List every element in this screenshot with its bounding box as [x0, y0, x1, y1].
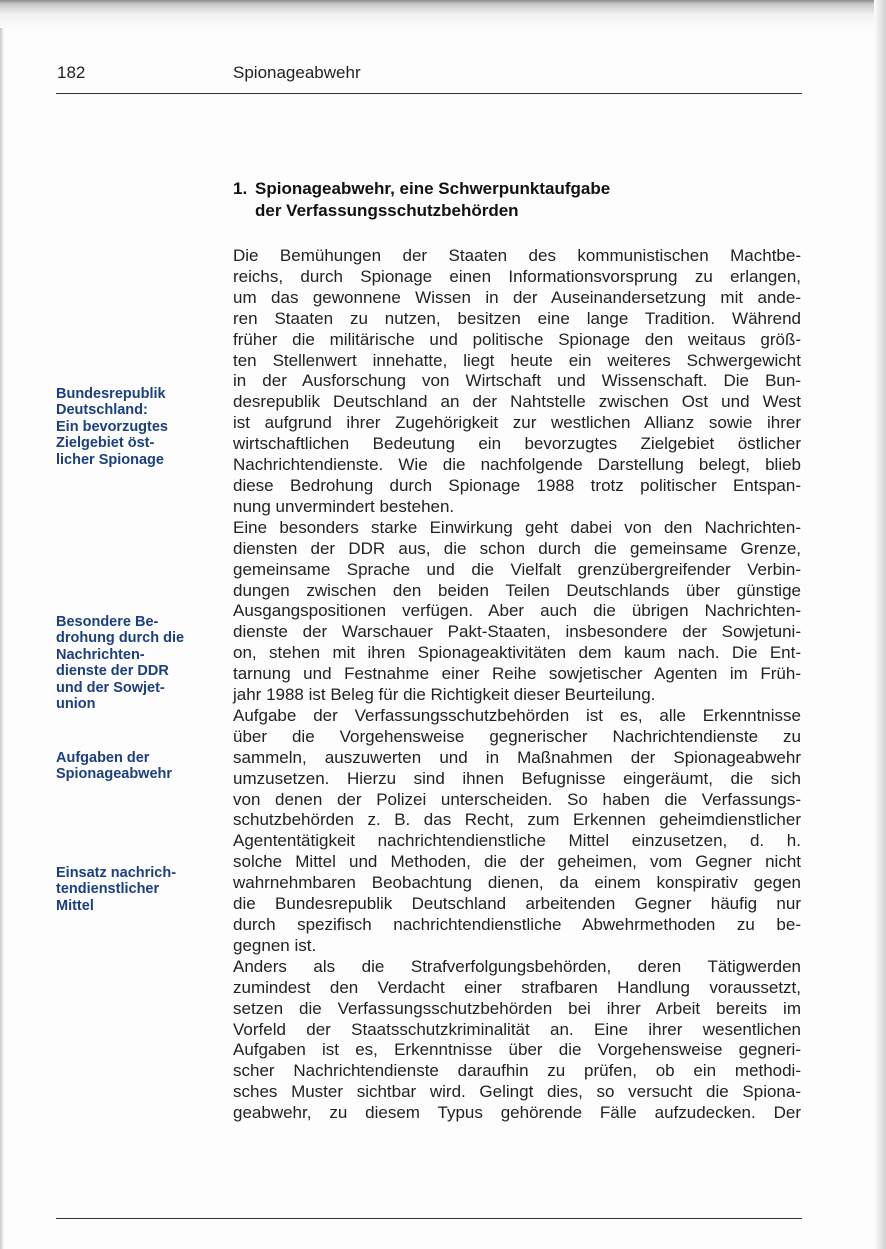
margin-note-line: Besondere Be-: [56, 614, 159, 630]
margin-note-nachrichtendienstliche-mittel: [56, 865, 221, 914]
body-text-line: ten Stellenwert innehatte, liegt heute ein weiteres Schwergewicht: [233, 350, 801, 370]
body-text-line: Aufgabe der Verfassungsschutzbehörden ist es, alle Erkenntnisse: [233, 705, 801, 725]
margin-note-line: Mittel: [56, 897, 94, 914]
body-text-line: desrepublik Deutschland an der Nahtstelle zwischen Ost und West: [233, 392, 801, 412]
body-text-line: wirtschaftlichen Bedeutung ein bevorzugtes Zielgebiet östlicher: [233, 434, 801, 454]
body-text-line: von denen der Polizei unterscheiden. So haben die Verfassungs-: [233, 789, 801, 809]
body-text-line: diensten der DDR aus, die schon durch die gemeinsame Grenze,: [233, 538, 801, 558]
body-text-line: umzusetzen. Hierzu sind ihnen Befugnisse eingeräumt, die sich: [233, 768, 801, 788]
body-text-line: schutzbehörden z. B. das Recht, zum Erkennen geheimdienstlicher: [233, 810, 801, 830]
body-text-line: durch spezifisch nachrichtendienstliche Abwehrmethoden zu be-: [233, 915, 801, 934]
header-rule: [56, 93, 802, 94]
body-text-line: reichs, durch Spionage einen Informationsvorsprung zu erlangen,: [233, 266, 801, 286]
margin-note-line: und der Sowjet-: [56, 679, 165, 696]
margin-note-line: Spionageabwehr: [56, 766, 173, 783]
body-text-line: Aufgaben ist es, Erkenntnisse über die Vorgehensweise gegneri-: [233, 1040, 801, 1060]
body-text: [233, 246, 801, 1124]
margin-note-line: Bundesrepublik: [56, 386, 166, 402]
body-text-line: zumindest den Verdacht einer strafbaren Handlung voraussetzt,: [233, 977, 801, 997]
margin-note-line: licher Spionage: [56, 451, 164, 468]
body-text-line: die Bundesrepublik Deutschland arbeitenden Gegner häufig nur: [233, 894, 801, 914]
body-text-line: nung unvermindert bestehen.: [233, 496, 455, 516]
margin-note-line: Einsatz nachrich-: [56, 865, 177, 881]
scan-shadow-right: [874, 0, 886, 1249]
body-text-line: jahr 1988 ist Beleg für die Richtigkeit dieser Beurteilung.: [233, 685, 656, 705]
footer-rule: [56, 1218, 802, 1219]
body-text-line: sammeln, auszuwerten und in Maßnahmen der Spionageabwehr: [233, 747, 801, 767]
body-text-line: Eine besonders starke Einwirkung geht dabei von den Nachrichten-: [233, 517, 801, 537]
body-text-line: gegnen ist.: [233, 935, 317, 955]
body-text-line: Vorfeld der Staatsschutzkriminalität an. Eine ihrer wesentlichen: [233, 1019, 801, 1039]
margin-note-aufgaben: [56, 750, 221, 783]
body-text-line: Anders als die Strafverfolgungsbehörden, deren Tätigwerden: [233, 956, 801, 976]
page-number: 182: [57, 63, 86, 82]
margin-note-ddr-bedrohung: [56, 614, 221, 712]
section-title-line: der Verfassungsschutzbehörden: [255, 201, 519, 220]
margin-note-line: Zielgebiet öst-: [56, 435, 155, 452]
body-text-line: Die Bemühungen der Staaten des kommunistischen Machtbe-: [233, 246, 801, 265]
body-text-line: geabwehr, zu diesem Typus gehörende Fälle aufzudecken. Der: [233, 1103, 801, 1123]
section-number: 1.: [233, 179, 248, 198]
body-text-line: scher Nachrichtendienste daraufhin zu prüfen, ob ein methodi-: [233, 1061, 801, 1081]
scan-shadow-top: [0, 0, 886, 28]
margin-note-line: Aufgaben der: [56, 750, 150, 766]
body-text-line: um das gewonnene Wissen in der Auseinandersetzung mit ande-: [233, 287, 801, 307]
section-title-line: Spionageabwehr, eine Schwerpunktaufgabe: [255, 179, 611, 198]
margin-note-line: union: [56, 696, 96, 713]
margin-note-zielgebiet: [56, 386, 221, 468]
body-text-line: diese Bedrohung durch Spionage 1988 trotz politischer Entspan-: [233, 475, 801, 495]
margin-note-line: dienste der DDR: [56, 663, 169, 680]
body-text-line: Ausgangspositionen verfügen. Aber auch die übrigen Nachrichten-: [233, 601, 801, 621]
body-text-line: dienste der Warschauer Pakt-Staaten, insbesondere der Sowjetuni-: [233, 622, 801, 642]
body-text-line: Nachrichtendienste. Wie die nachfolgende Darstellung belegt, blieb: [233, 455, 801, 475]
body-text-line: on, stehen mit ihren Spionageaktivitäten dem kaum nach. Die Ent-: [233, 643, 801, 663]
body-text-line: solche Mittel und Methoden, die der geheimen, vom Gegner nicht: [233, 852, 801, 872]
body-text-line: ren Staaten zu nutzen, besitzen eine lange Tradition. Während: [233, 308, 801, 328]
body-text-line: dungen zwischen den beiden Teilen Deutschlands über günstige: [233, 580, 801, 600]
body-text-line: wahrnehmbaren Beobachtung dienen, da einem konspirativ gegen: [233, 873, 801, 893]
body-text-line: tarnung und Festnahme einer Reihe sowjetischer Agenten im Früh-: [233, 664, 801, 684]
body-text-line: sches Muster sichtbar wird. Gelingt dies, so versucht die Spiona-: [233, 1082, 801, 1102]
margin-note-line: drohung durch die: [56, 630, 185, 647]
margin-note-line: Deutschland:: [56, 402, 148, 419]
body-text-line: über die Vorgehensweise gegnerischer Nachrichtendienste zu: [233, 726, 801, 746]
body-text-line: setzen die Verfassungsschutzbehörden bei ihrer Arbeit bereits im: [233, 998, 801, 1018]
margin-note-line: Nachrichten-: [56, 646, 145, 663]
body-text-line: gemeinsame Sprache und die Vielfalt grenzübergreifender Verbin-: [233, 559, 801, 579]
body-text-line: früher die militärische und politische Spionage den weitaus größ-: [233, 329, 801, 349]
scan-shadow-left: [0, 28, 4, 1249]
body-text-line: ist aufgrund ihrer Zugehörigkeit zur westlichen Allianz sowie ihrer: [233, 413, 801, 433]
margin-note-line: tendienstlicher: [56, 881, 160, 898]
margin-note-line: Ein bevorzugtes: [56, 418, 168, 435]
body-text-line: in der Ausforschung von Wirtschaft und Wissenschaft. Die Bun-: [233, 371, 801, 391]
running-head: Spionageabwehr: [233, 63, 361, 82]
body-text-line: Agententätigkeit nachrichtendienstliche Mittel einzusetzen, d. h.: [233, 831, 801, 851]
